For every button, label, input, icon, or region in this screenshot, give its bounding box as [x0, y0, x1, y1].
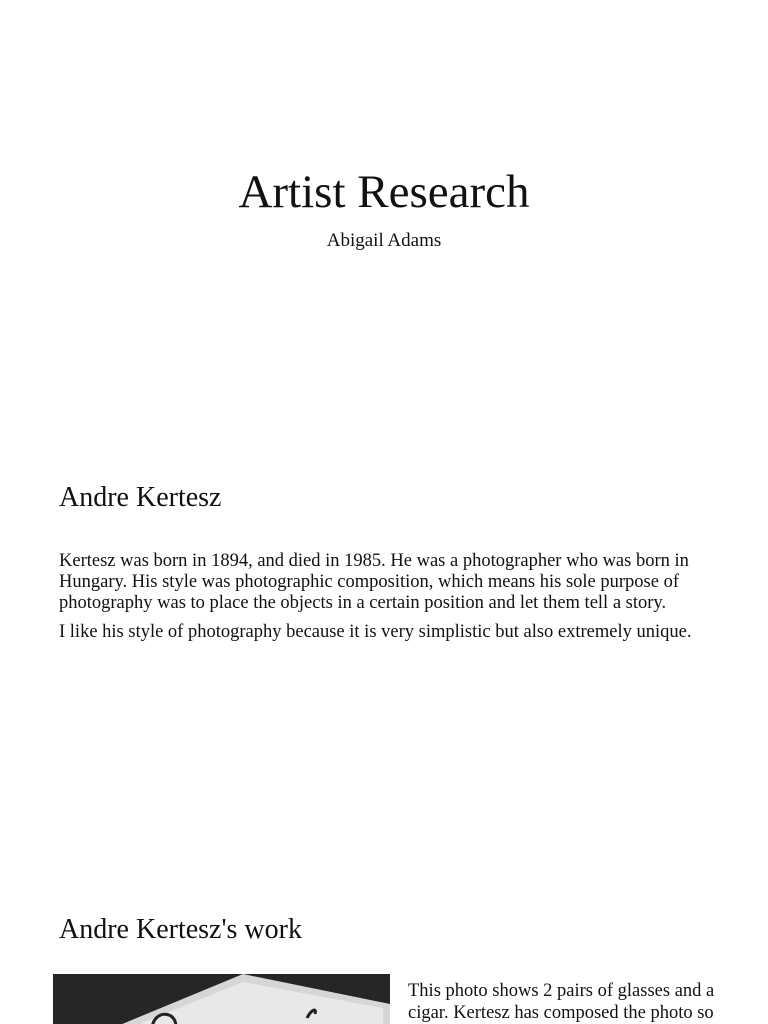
- author-name: Abigail Adams: [326, 230, 442, 251]
- opinion-paragraph: I like his style of photography because it is very simplistic but also extremely unique.: [59, 622, 692, 643]
- biography-paragraph: Kertesz was born in 1894, and died in 1985. He was a photographer who was born in Hungary. His style was photographic composition, which means his sole purpose of photography was to place the objects in a certain position and let them tell a story.: [59, 551, 689, 613]
- glasses-photo-image: [53, 974, 390, 1024]
- artwork-photo: [53, 974, 390, 1024]
- section-heading-artist: Andre Kertesz: [59, 482, 222, 513]
- artwork-caption: This photo shows 2 pairs of glasses and a cigar. Kertesz has composed the photo so: [408, 981, 715, 1023]
- document-title: Artist Research: [238, 166, 530, 218]
- section-heading-work: Andre Kertesz's work: [59, 914, 302, 945]
- artist-biography: [59, 551, 719, 652]
